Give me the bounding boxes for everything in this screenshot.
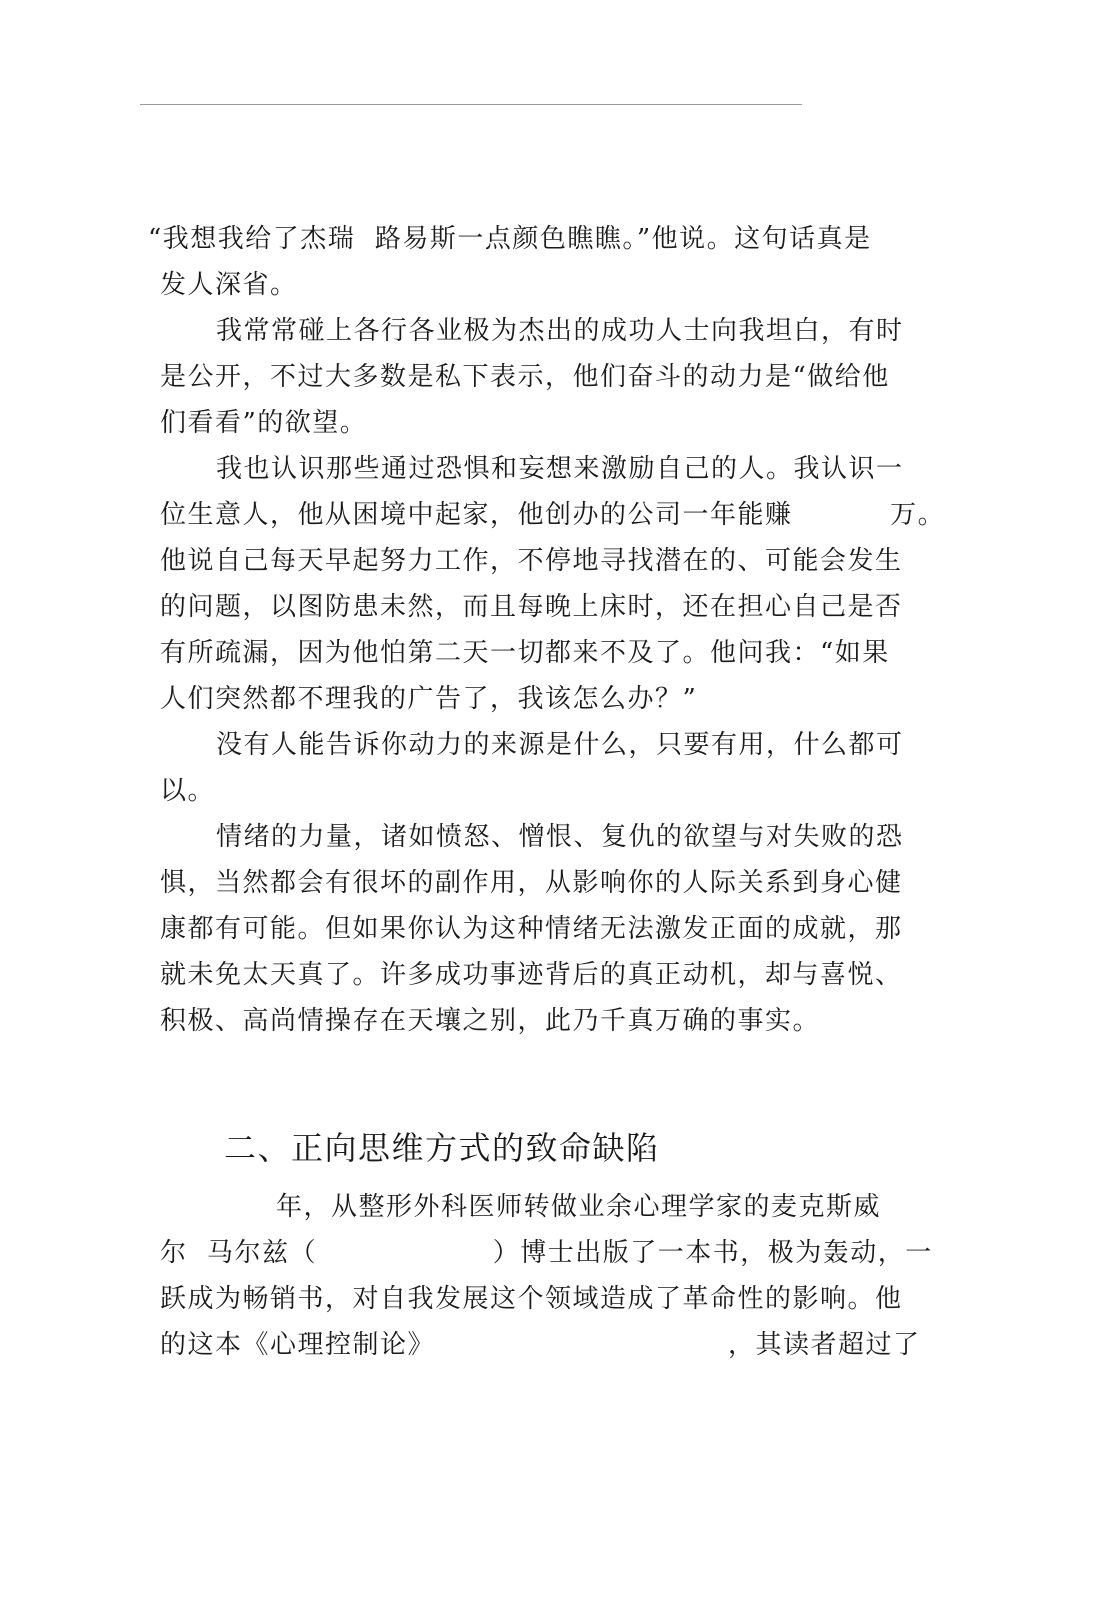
text-line: 人们突然都不理我的广告了，我该怎么办？” <box>160 684 698 714</box>
text-line: 没有人能告诉你动力的来源是什么，只要有用，什么都可 <box>216 730 904 760</box>
text-line: 的问题，以图防患未然，而且每晚上床时，还在担心自己是否 <box>160 592 903 622</box>
text-line: 有所疏漏，因为他怕第二天一切都来不及了。他问我：“如果 <box>160 638 890 668</box>
text-line: “我想我给了杰瑞 路易斯一点颜色瞧瞧。”他说。这句话真是 <box>148 224 872 254</box>
text-line: 就未免太天真了。许多成功事迹背后的真正动机，却与喜悦、 <box>160 960 903 990</box>
text-line: 情绪的力量，诸如愤怒、憎恨、复仇的欲望与对失败的恐 <box>216 822 904 852</box>
text-line: 是公开，不过大多数是私下表示，他们奋斗的动力是“做给他 <box>160 362 890 392</box>
text-line: 跃成为畅销书，对自我发展这个领域造成了革命性的影响。他 <box>160 1284 903 1314</box>
section-heading: 二、正向思维方式的致命缺陷 <box>224 1129 660 1167</box>
text-line: 他说自己每天早起努力工作，不停地寻找潜在的、可能会发生 <box>160 546 903 576</box>
text-line: 位生意人，他从困境中起家，他创办的公司一年能赚 万。 <box>160 500 946 530</box>
text-line: 康都有可能。但如果你认为这种情绪无法激发正面的成就，那 <box>160 914 903 944</box>
text-line: 的这本《心理控制论》 ，其读者超过了 <box>160 1330 921 1360</box>
text-line: 以。 <box>160 776 216 806</box>
text-line: 积极、高尚情操存在天壤之别，此乃千真万确的事实。 <box>160 1006 821 1036</box>
text-line: 年，从整形外科医师转做业余心理学家的麦克斯威 <box>276 1192 882 1222</box>
text-line: 发人深省。 <box>160 270 298 300</box>
header-rule <box>140 104 802 105</box>
text-line: 我常常碰上各行各业极为杰出的成功人士向我坦白，有时 <box>216 316 904 346</box>
text-line: 惧，当然都会有很坏的副作用，从影响你的人际关系到身心健 <box>160 868 903 898</box>
text-line: 尔 马尔兹（ ）博士出版了一本书，极为轰动，一 <box>160 1238 933 1268</box>
text-line: 我也认识那些通过恐惧和妄想来激励自己的人。我认识一 <box>216 454 904 484</box>
text-line: 们看看”的欲望。 <box>160 408 368 438</box>
